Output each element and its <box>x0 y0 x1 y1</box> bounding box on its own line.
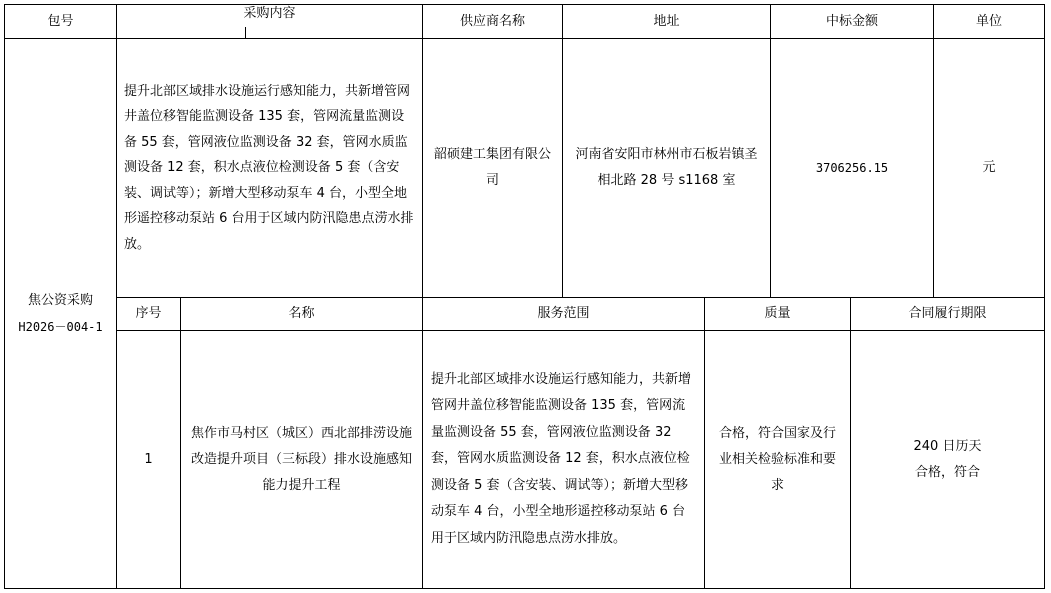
package-no-line1: 焦公资采购 <box>27 292 93 308</box>
sub-row-service-scope-text: 提升北部区域排水设施运行感知能力，共新增管网井盖位移智能监测设备 135 套，管网流量监测设备 55 套，管网液位监测设备 32 套，管网水质监测设备 12 套，积水点液位检测设备 5 套（含安装、调试等）；新增大型移动泵车 4 台，小型全地形遥控移动泵站 6 台用于区域内防汛隐患点涝水排放。 <box>431 371 692 546</box>
header-supplier-name-text: 供应商名称 <box>459 13 525 29</box>
procurement-content-cell <box>117 39 422 297</box>
sub-row-contract-period <box>851 331 1044 588</box>
sub-header-name-text: 名称 <box>288 306 315 321</box>
header-winning-amount-text: 中标金额 <box>825 13 878 29</box>
sub-header-service-scope <box>423 298 704 330</box>
winning-amount-text: 3706256.15 <box>815 161 889 175</box>
header-address <box>563 5 770 38</box>
sub-row-quality <box>705 331 850 588</box>
contract-period-line2: 合格，符合 <box>914 464 980 480</box>
supplier-name-cell <box>423 39 562 297</box>
header-winning-amount <box>771 5 933 38</box>
contract-period-line1: 240 日历天 <box>913 438 982 454</box>
header-package-no <box>5 5 116 38</box>
sub-row-name-text: 焦作市马村区（城区）西北部排涝设施改造提升项目（三标段）排水设施感知能力提升工程 <box>190 425 412 493</box>
procurement-content-text: 提升北部区域排水设施运行感知能力，共新增管网井盖位移智能监测设备 135 套，管网流量监测设备 55 套，管网液位监测设备 32 套，管网水质监测设备 12 套，积水点液位检测设备 5 套（含安装、调试等）；新增大型移动泵车 4 台，小型全地形遥控移动泵站 6 台用于区域内防汛隐患点涝水排放。 <box>124 83 414 252</box>
sub-header-quality <box>705 298 850 330</box>
table-border-right <box>1044 4 1045 589</box>
sub-header-service-scope-text: 服务范围 <box>537 306 590 321</box>
sub-row-seq-text: 1 <box>144 451 153 467</box>
sub-row-seq <box>117 331 180 588</box>
text-cursor <box>245 27 246 38</box>
header-address-text: 地址 <box>653 13 680 29</box>
header-unit-text: 单位 <box>975 13 1002 29</box>
sub-header-name <box>181 298 422 330</box>
header-procurement-content-wrap <box>243 5 295 38</box>
table-border-bottom <box>4 588 1045 589</box>
sub-header-contract-period-text: 合同履行期限 <box>908 306 987 321</box>
winning-amount-cell <box>771 39 933 297</box>
header-supplier-name <box>423 5 562 38</box>
header-package-no-text: 包号 <box>47 13 74 29</box>
sub-row-name <box>181 331 422 588</box>
sub-header-seq <box>117 298 180 330</box>
unit-text: 元 <box>982 160 996 175</box>
sub-row-service-scope <box>423 331 704 588</box>
header-procurement-content-text: 采购内容 <box>243 6 296 21</box>
header-unit <box>934 5 1044 38</box>
sub-header-quality-text: 质量 <box>764 306 791 321</box>
header-procurement-content <box>117 5 422 38</box>
sub-header-seq-text: 序号 <box>135 306 162 321</box>
sub-row-quality-text: 合格，符合国家及行业相关检验标准和要求 <box>718 425 836 493</box>
package-no-line2: H2026－004-1 <box>18 319 103 334</box>
address-text: 河南省安阳市林州市石板岩镇圣相北路 28 号 s1168 室 <box>575 147 758 188</box>
supplier-name-text: 韶硕建工集团有限公司 <box>433 147 551 188</box>
unit-cell <box>934 39 1044 297</box>
package-no-cell <box>5 39 116 588</box>
address-cell <box>563 39 770 297</box>
sub-header-contract-period <box>851 298 1044 330</box>
